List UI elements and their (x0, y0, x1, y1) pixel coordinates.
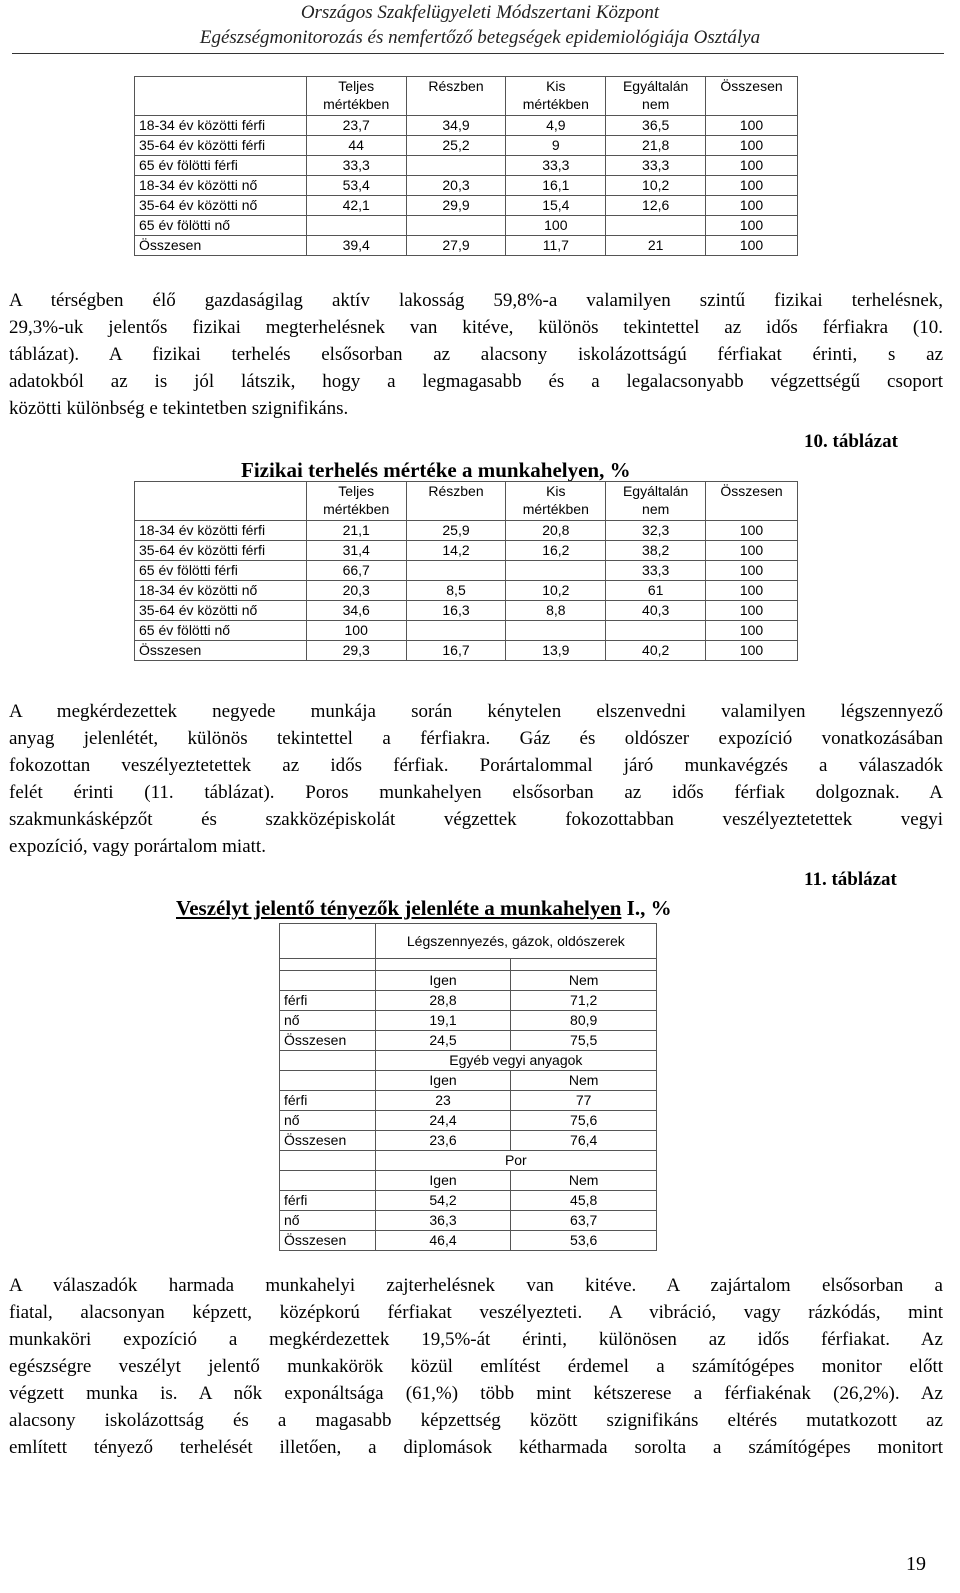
table-cell (406, 156, 506, 176)
column-header-line2: nem (642, 501, 670, 517)
table-cell: 46,4 (375, 1231, 511, 1251)
paragraph-line: A válaszadók harmada munkahelyi zajterhelésnek van kitéve. A zajártalom elsősorban a (9, 1275, 943, 1296)
column-header-line1: Egyáltalán (622, 483, 689, 499)
table-cell: 33,3 (506, 156, 606, 176)
table-cell: 20,3 (406, 176, 506, 196)
table-cell: 10,2 (606, 176, 706, 196)
table-10 (134, 481, 798, 661)
column-header (706, 482, 798, 521)
table-cell: 54,2 (375, 1191, 511, 1211)
section-title-row (280, 924, 657, 959)
table-cell: férfi (280, 1091, 376, 1111)
paragraph-line: szakmunkásképzőt és szakközépiskolát végzettek fokozottabban veszélyeztetettek vegyi (9, 809, 943, 830)
table-cell: 65 év fölötti férfi (135, 561, 307, 581)
table-cell: 21,1 (306, 521, 406, 541)
table-cell: 100 (706, 196, 798, 216)
column-header-nem: Nem (511, 971, 657, 991)
paragraph-line: anyag jelenlétét, különös tekintettel a férfiakra. Gáz és oldószer expozíció vonatkozásában (9, 728, 943, 749)
table-cell: 100 (706, 216, 798, 236)
column-header-nem: Nem (511, 1071, 657, 1091)
table-10-title: Fizikai terhelés mértéke a munkahelyen, % (241, 458, 631, 482)
column-header-line1: Teljes (338, 483, 375, 499)
table-cell: 20,8 (506, 521, 606, 541)
table-cell: 35-64 év közötti férfi (135, 541, 307, 561)
table-cell: 23,7 (306, 116, 406, 136)
table-cell: Összesen (135, 641, 307, 661)
table-cell: 33,3 (606, 156, 706, 176)
table-cell: 19,1 (375, 1011, 511, 1031)
table-cell: 12,6 (606, 196, 706, 216)
section-title-row (280, 1151, 657, 1171)
table-cell (280, 1171, 376, 1191)
paragraph-physical-load (9, 287, 943, 422)
table-row (135, 216, 798, 236)
column-header (135, 77, 307, 116)
table-cell (306, 216, 406, 236)
header-department: Egészségmonitorozás és nemfertőző betegségek epidemiológiája Osztálya (199, 27, 761, 48)
table-11 (279, 923, 657, 1251)
paragraph-line: végzett munka is. A nők exponáltsága (61,%) több mint kétszerese a férfiakénak (26,2%). Az (9, 1383, 943, 1404)
column-header (406, 77, 506, 116)
table-cell (406, 561, 506, 581)
table-10-number: 10. táblázat (804, 431, 898, 452)
table-cell: Összesen (280, 1231, 376, 1251)
table-cell: 65 év fölötti nő (135, 216, 307, 236)
page-number: 19 (906, 1553, 926, 1575)
table-row (280, 1091, 657, 1111)
table-cell: 65 év fölötti nő (135, 621, 307, 641)
table-cell: Összesen (280, 1031, 376, 1051)
table-cell: 27,9 (406, 236, 506, 256)
table-row (280, 1191, 657, 1211)
table-cell: 100 (706, 176, 798, 196)
column-header (306, 482, 406, 521)
table-row (135, 156, 798, 176)
paragraph-noise (9, 1272, 943, 1461)
table-cell (280, 924, 376, 959)
paragraph-line: fokozottan veszélyeztetettek az idős férfiak. Porártalommal járó munkavégzés a válaszadók (9, 755, 943, 776)
column-header-line2: mértékben (323, 501, 390, 517)
column-header-igen: Igen (375, 1171, 511, 1191)
table-cell: 16,3 (406, 601, 506, 621)
column-header-igen: Igen (375, 971, 511, 991)
table-cell: férfi (280, 991, 376, 1011)
table-cell: 100 (706, 621, 798, 641)
table-cell: 18-34 év közötti nő (135, 176, 307, 196)
table-row (135, 521, 798, 541)
table-cell: 45,8 (511, 1191, 657, 1211)
table-cell: 25,9 (406, 521, 506, 541)
table-cell (506, 621, 606, 641)
table-cell: 35-64 év közötti nő (135, 601, 307, 621)
table-cell: 24,4 (375, 1111, 511, 1131)
table-row (135, 176, 798, 196)
table-cell: nő (280, 1211, 376, 1231)
table-cell (280, 1151, 376, 1171)
column-header-line2: mértékben (323, 96, 390, 112)
header-divider (12, 53, 944, 54)
header-institution: Országos Szakfelügyeleti Módszertani Központ (300, 2, 660, 23)
table-cell: 39,4 (306, 236, 406, 256)
table-cell: 76,4 (511, 1131, 657, 1151)
table-row (280, 1111, 657, 1131)
table-cell: nő (280, 1111, 376, 1131)
column-header-line1: Összesen (720, 483, 783, 499)
table-cell: 34,9 (406, 116, 506, 136)
table-cell (406, 216, 506, 236)
table-cell: 16,1 (506, 176, 606, 196)
column-header-row (280, 971, 657, 991)
table-cell: 100 (706, 641, 798, 661)
table-cell: 44 (306, 136, 406, 156)
table-cell: 100 (706, 561, 798, 581)
table-cell: 8,5 (406, 581, 506, 601)
paragraph-line: expozíció, vagy porártalom miatt. (9, 836, 266, 857)
table-cell: 77 (511, 1091, 657, 1111)
column-header (506, 77, 606, 116)
table-cell: Összesen (280, 1131, 376, 1151)
table-cell (375, 959, 511, 971)
table-cell: 14,2 (406, 541, 506, 561)
paragraph-line: fiatal, alacsonyan képzett, középkorú férfiakat veszélyezteti. A vibráció, vagy rázkódás, mint (9, 1302, 943, 1323)
column-header-nem: Nem (511, 1171, 657, 1191)
table-row (135, 621, 798, 641)
table-cell: 18-34 év közötti férfi (135, 116, 307, 136)
paragraph-line: közötti különbség e tekintetben szignifikáns. (9, 398, 349, 419)
table-cell: 100 (706, 601, 798, 621)
table-11-title-main: Veszélyt jelentő tényezők jelenléte a munkahelyen (176, 896, 622, 920)
table-cell: 100 (706, 541, 798, 561)
table-cell: 13,9 (506, 641, 606, 661)
column-header (506, 482, 606, 521)
column-header (606, 77, 706, 116)
column-header (706, 77, 798, 116)
table-cell: 20,3 (306, 581, 406, 601)
table-row (280, 1031, 657, 1051)
table-cell: 100 (706, 521, 798, 541)
column-header-line1: Összesen (720, 78, 783, 94)
column-header-line1: Kis (546, 483, 566, 499)
table-cell: 28,8 (375, 991, 511, 1011)
table-row (135, 641, 798, 661)
paragraph-line: A megkérdezettek negyede munkája során kénytelen elszenvedni valamilyen légszennyező (9, 701, 943, 722)
table-cell: 32,3 (606, 521, 706, 541)
table-cell: 65 év fölötti férfi (135, 156, 307, 176)
table-header-row (135, 77, 798, 116)
table-cell: 100 (706, 236, 798, 256)
column-header-line1: Egyáltalán (622, 78, 689, 94)
table-cell: 35-64 év közötti nő (135, 196, 307, 216)
section-title: Egyéb vegyi anyagok (375, 1051, 656, 1071)
table-cell: 34,6 (306, 601, 406, 621)
table-11-title (176, 896, 672, 921)
table-cell: 33,3 (606, 561, 706, 581)
table-cell: nő (280, 1011, 376, 1031)
table-cell: 31,4 (306, 541, 406, 561)
table-row (135, 196, 798, 216)
table-11-number: 11. táblázat (804, 869, 897, 890)
paragraph-air-pollution (9, 698, 943, 860)
table-cell: 100 (506, 216, 606, 236)
table-cell: 9 (506, 136, 606, 156)
paragraph-line: említett tényező terhelését illetően, a diplomások kétharmada sorolta a számítógépes monitort (9, 1437, 943, 1458)
table-cell: Összesen (135, 236, 307, 256)
table-row (280, 1011, 657, 1031)
table-cell: 71,2 (511, 991, 657, 1011)
table-cell: 4,9 (506, 116, 606, 136)
column-header-line1: Részben (428, 78, 484, 94)
table-cell: férfi (280, 1191, 376, 1211)
table-cell: 36,5 (606, 116, 706, 136)
table-cell: 23 (375, 1091, 511, 1111)
table-cell: 61 (606, 581, 706, 601)
table-11-title-suffix: I., % (621, 896, 672, 920)
table-cell: 10,2 (506, 581, 606, 601)
table-row (135, 236, 798, 256)
table-cell: 8,8 (506, 601, 606, 621)
table-cell: 21,8 (606, 136, 706, 156)
column-header-igen: Igen (375, 1071, 511, 1091)
table-cell: 63,7 (511, 1211, 657, 1231)
table-cell: 16,2 (506, 541, 606, 561)
paragraph-line: táblázat). A fizikai terhelés elsősorban az alacsony iskolázottságú férfiakat érinti, s az (9, 344, 943, 365)
table-cell: 42,1 (306, 196, 406, 216)
spacer-row (280, 959, 657, 971)
table-cell: 21 (606, 236, 706, 256)
table-cell: 53,6 (511, 1231, 657, 1251)
column-header-row (280, 1171, 657, 1191)
paragraph-line: adatokból az is jól látszik, hogy a legmagasabb és a legalacsonyabb végzettségű csoport (9, 371, 943, 392)
table-cell (606, 621, 706, 641)
table-cell: 100 (706, 136, 798, 156)
column-header-line1: Kis (546, 78, 566, 94)
table-cell: 40,3 (606, 601, 706, 621)
table-cell: 29,9 (406, 196, 506, 216)
table-cell: 40,2 (606, 641, 706, 661)
table-header-row (135, 482, 798, 521)
table-cell: 100 (706, 156, 798, 176)
table-cell (280, 1051, 376, 1071)
table-cell: 100 (706, 581, 798, 601)
table-row (135, 581, 798, 601)
paragraph-line: alacsony iskolázottság és a magasabb képzettség között szignifikáns eltérés mutatkozott az (9, 1410, 943, 1431)
section-title-row (280, 1051, 657, 1071)
table-cell: 33,3 (306, 156, 406, 176)
paragraph-line: A térségben élő gazdaságilag aktív lakosság 59,8%-a valamilyen szintű fizikai terhelésnek, (9, 290, 943, 311)
table-row (280, 1211, 657, 1231)
paragraph-line: felét érinti (11. táblázat). Poros munkahelyen elsősorban az idős férfiak dolgoznak. A (9, 782, 943, 803)
table-cell: 66,7 (306, 561, 406, 581)
table-row (135, 601, 798, 621)
table-cell: 35-64 év közötti férfi (135, 136, 307, 156)
table-9 (134, 76, 798, 256)
column-header-line2: mértékben (522, 501, 589, 517)
table-cell (280, 959, 376, 971)
table-cell: 100 (306, 621, 406, 641)
column-header-line2: mértékben (522, 96, 589, 112)
table-row (280, 991, 657, 1011)
table-row (135, 116, 798, 136)
table-cell: 23,6 (375, 1131, 511, 1151)
table-row (280, 1231, 657, 1251)
table-cell: 53,4 (306, 176, 406, 196)
table-cell: 18-34 év közötti férfi (135, 521, 307, 541)
table-row (135, 136, 798, 156)
table-cell (280, 1071, 376, 1091)
paragraph-line: egészségre veszélyt jelentő munkakörök közül említést érdemel a számítógépes monitor előtt (9, 1356, 943, 1377)
column-header-line1: Teljes (338, 78, 375, 94)
section-title: Légszennyezés, gázok, oldószerek (375, 924, 656, 959)
table-row (135, 561, 798, 581)
table-cell (511, 959, 657, 971)
table-cell: 18-34 év közötti nő (135, 581, 307, 601)
paragraph-line: 29,3%-uk jelentős fizikai megterhelésnek van kitéve, különös tekintettel az idős férfiakra (10. (9, 317, 943, 338)
table-cell: 36,3 (375, 1211, 511, 1231)
column-header (135, 482, 307, 521)
column-header (606, 482, 706, 521)
table-cell: 100 (706, 116, 798, 136)
column-header-line2: nem (642, 96, 670, 112)
table-cell: 16,7 (406, 641, 506, 661)
table-cell (506, 561, 606, 581)
table-cell: 24,5 (375, 1031, 511, 1051)
table-cell: 38,2 (606, 541, 706, 561)
column-header (306, 77, 406, 116)
table-cell (280, 971, 376, 991)
column-header-line1: Részben (428, 483, 484, 499)
table-row (280, 1131, 657, 1151)
table-cell: 11,7 (506, 236, 606, 256)
table-cell: 80,9 (511, 1011, 657, 1031)
section-title: Por (375, 1151, 656, 1171)
table-cell (606, 216, 706, 236)
paragraph-line: munkaköri expozíció a megkérdezettek 19,5%-át érinti, különösen az idős férfiakat. Az (9, 1329, 943, 1350)
table-cell (406, 621, 506, 641)
table-cell: 75,5 (511, 1031, 657, 1051)
table-cell: 15,4 (506, 196, 606, 216)
table-cell: 75,6 (511, 1111, 657, 1131)
column-header (406, 482, 506, 521)
table-cell: 29,3 (306, 641, 406, 661)
column-header-row (280, 1071, 657, 1091)
table-cell: 25,2 (406, 136, 506, 156)
table-row (135, 541, 798, 561)
